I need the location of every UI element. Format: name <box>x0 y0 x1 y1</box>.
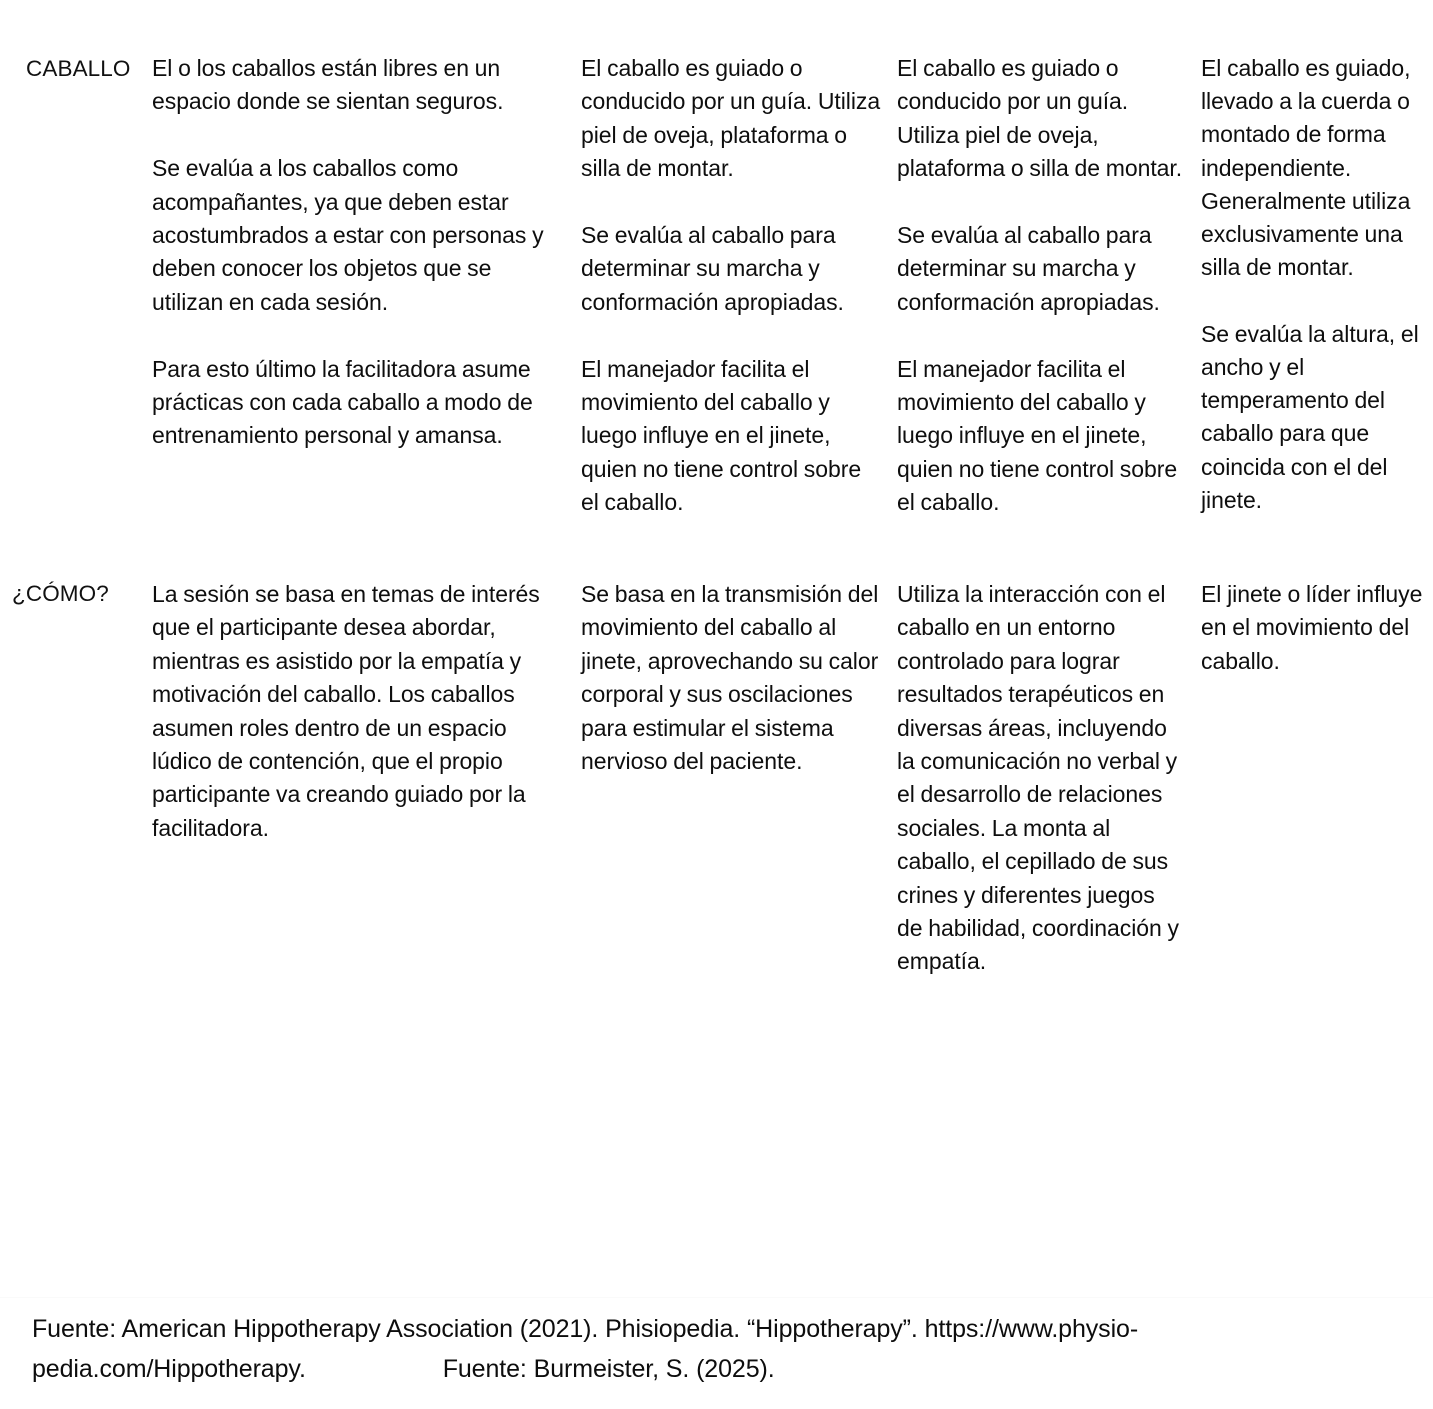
paragraph: El jinete o líder influye en el movimiento del caballo. <box>1201 581 1423 674</box>
paragraph: El caballo es guiado o conducido por un guía. Utiliza piel de oveja, plataforma o silla de montar. <box>581 55 881 182</box>
cell-caballo-col3 <box>897 52 1185 520</box>
source-footnote <box>32 1309 1422 1389</box>
paragraph: El caballo es guiado, llevado a la cuerda o montado de forma independiente. Generalmente utiliza exclusivamente una silla de montar. <box>1201 55 1411 281</box>
footnote-line-1: Fuente: American Hippotherapy Association (2021). Phisiopedia. “Hippotherapy”. https://www.physio- <box>32 1315 1139 1343</box>
footer-divider <box>0 1297 1433 1298</box>
cell-como-col4 <box>1201 578 1423 678</box>
footnote-line-2: pedia.com/Hippotherapy. Fuente: Burmeister, S. (2025). <box>32 1355 775 1383</box>
paragraph: El manejador facilita el movimiento del caballo y luego influye en el jinete, quien no tiene control sobre el caballo. <box>581 355 862 516</box>
paragraph: El manejador facilita el movimiento del caballo y luego influye en el jinete, quien no tiene control sobre el caballo. <box>897 355 1178 516</box>
cell-como-col2 <box>581 578 883 778</box>
paragraph: Se basa en la transmisión del movimiento del caballo al jinete, aprovechando su calor corporal y sus oscilaciones para estimular el sistema nervioso del paciente. <box>581 581 879 775</box>
paragraph: Para esto último la facilitadora asume prácticas con cada caballo a modo de entrenamiento personal y amansa. <box>152 355 533 449</box>
paragraph: El caballo es guiado o conducido por un guía. Utiliza piel de oveja, plataforma o silla de montar. <box>897 55 1183 182</box>
cell-caballo-col2 <box>581 52 883 520</box>
cell-como-col1 <box>152 578 562 845</box>
row-label-caballo: CABALLO <box>26 56 131 81</box>
row-label-como: ¿CÓMO? <box>12 581 109 606</box>
paragraph: Utiliza la interacción con el caballo en un entorno controlado para lograr resultados terapéuticos en diversas áreas, incluyendo la comunicación no verbal y el desarrollo de relaciones sociales. La monta al caballo, el cepillado de sus crines y diferentes juegos de habilidad, coordinación y empatía. <box>897 581 1179 975</box>
paragraph: Se evalúa la altura, el ancho y el temperamento del caballo para que coincida con el del jinete. <box>1201 320 1419 513</box>
cell-como-col3 <box>897 578 1185 979</box>
paragraph: Se evalúa a los caballos como acompañantes, ya que deben estar acostumbrados a estar con personas y deben conocer los objetos que se utilizan en cada sesión. <box>152 155 544 315</box>
paragraph: El o los caballos están libres en un espacio donde se sientan seguros. <box>152 55 504 115</box>
cell-caballo-col4 <box>1201 52 1423 517</box>
paragraph: La sesión se basa en temas de interés que el participante desea abordar, mientras es asistido por la empatía y motivación del caballo. Los caballos asumen roles dentro de un espacio lúdico de contención, que el propio participante va creando guiado por la facilitadora. <box>152 581 540 841</box>
paragraph: Se evalúa al caballo para determinar su marcha y conformación apropiadas. <box>581 222 844 315</box>
cell-caballo-col1 <box>152 52 562 453</box>
paragraph: Se evalúa al caballo para determinar su marcha y conformación apropiadas. <box>897 222 1160 315</box>
